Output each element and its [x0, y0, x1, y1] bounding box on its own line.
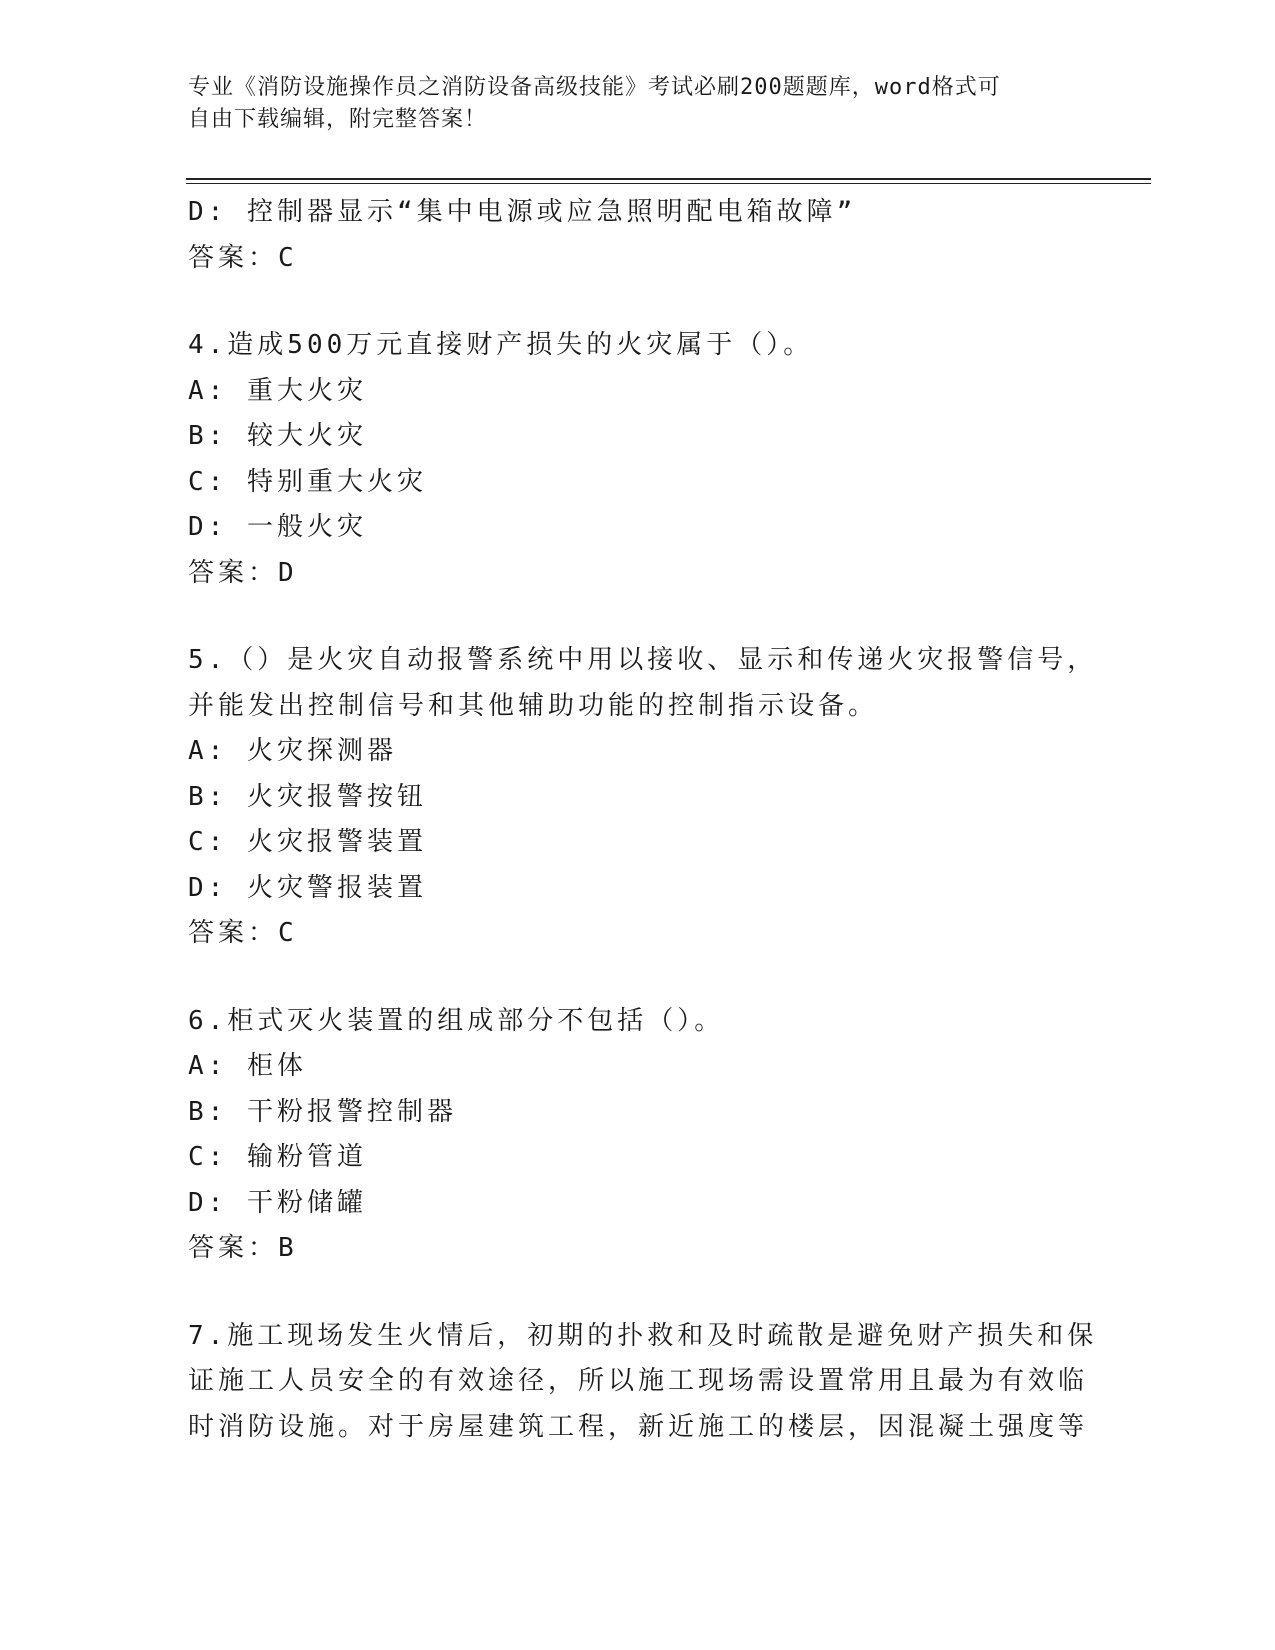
option-b: B: 较大火灾 [188, 421, 367, 451]
option-c: C: 火灾报警装置 [188, 827, 427, 857]
question-stem: 6.柜式灭火装置的组成部分不包括（）。 [188, 1005, 725, 1036]
question-7 [188, 1314, 1098, 1451]
header-divider-thick [186, 178, 1151, 180]
header-line-1: 专业《消防设施操作员之消防设备高级技能》考试必刷200题题库，word格式可 [188, 75, 1001, 100]
option-c: C: 特别重大火灾 [188, 466, 427, 497]
question-stem-line-2: 并能发出控制信号和其他辅助功能的控制指示设备。 [188, 690, 879, 721]
question-stem-line-3: 时消防设施。对于房屋建筑工程，新近施工的楼层，因混凝土强度等 [188, 1411, 1089, 1442]
question-5 [188, 638, 1098, 957]
question-list [188, 190, 1098, 1450]
document-header [188, 72, 1068, 136]
question-stem-line-1: 5.（）是火灾自动报警系统中用以接收、显示和传递火灾报警信号， [188, 645, 1098, 675]
question-6 [188, 999, 1068, 1272]
question-4 [188, 323, 1068, 596]
question-stem-line-1: 7.施工现场发生火情后，初期的扑救和及时疏散是避免财产损失和保 [188, 1320, 1098, 1351]
option-d: D: 干粉储罐 [188, 1187, 367, 1218]
header-line-2: 自由下载编辑，附完整答案！ [188, 107, 488, 132]
option-c: C: 输粉管道 [188, 1142, 367, 1172]
option-a: A: 重大火灾 [188, 375, 367, 406]
answer: 答案：B [188, 1233, 298, 1263]
prev-option-d: D: 控制器显示“集中电源或应急照明配电箱故障” [188, 197, 857, 227]
option-d: D: 火灾警报装置 [188, 872, 427, 903]
prev-answer: 答案：C [188, 242, 298, 273]
question-stem: 4.造成500万元直接财产损失的火灾属于（）。 [188, 330, 814, 360]
option-b: B: 火灾报警按钮 [188, 781, 427, 812]
answer: 答案：C [188, 918, 298, 948]
question-stem-line-2: 证施工人员安全的有效途径，所以施工现场需设置常用且最为有效临 [188, 1366, 1089, 1396]
option-a: A: 柜体 [188, 1051, 307, 1081]
header-divider-thin [186, 183, 1151, 184]
option-d: D: 一般火灾 [188, 512, 367, 542]
option-b: B: 干粉报警控制器 [188, 1096, 457, 1127]
answer: 答案：D [188, 557, 298, 588]
option-a: A: 火灾探测器 [188, 736, 397, 766]
